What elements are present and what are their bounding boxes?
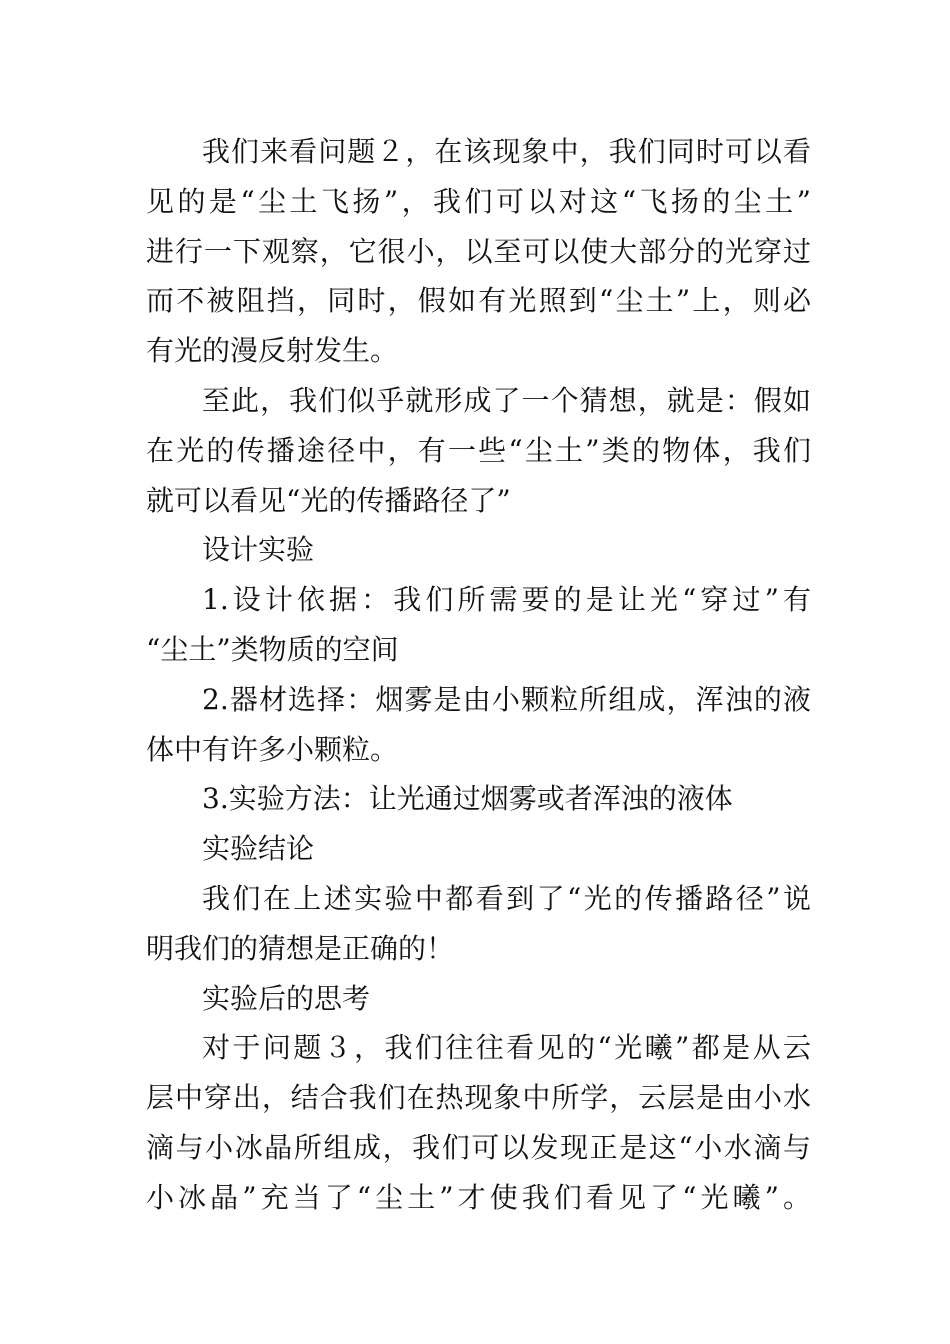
text-line: “尘土”类物质的空间 (146, 632, 399, 666)
text-line: 见的是“尘土飞扬”，我们可以对这“飞扬的尘土” (146, 184, 811, 218)
text-line: 明我们的猜想是正确的！ (146, 931, 455, 965)
text-line: 我们在上述实验中都看到了“光的传播路径”说 (202, 881, 811, 915)
text-line: 层中穿出，结合我们在热现象中所学，云层是由小水 (146, 1081, 811, 1115)
text-line: 在光的传播途径中，有一些“尘土”类的物体，我们 (146, 433, 811, 467)
text-line: 滴与小冰晶所组成，我们可以发现正是这“小水滴与 (146, 1130, 811, 1164)
list-item: 1.设计依据：我们所需要的是让光“穿过”有 (202, 583, 811, 617)
section-heading: 设计实验 (202, 533, 315, 567)
section-heading: 实验后的思考 (202, 981, 371, 1015)
text-line: 对于问题３，我们往往看见的“光曦”都是从云 (202, 1031, 811, 1065)
text-line: 有光的漫反射发生。 (146, 334, 399, 368)
section-heading: 实验结论 (202, 832, 315, 866)
list-item: 2.器材选择：烟雾是由小颗粒所组成，浑浊的液 (202, 682, 811, 716)
text-line: 至此，我们似乎就形成了一个猜想，就是：假如 (202, 383, 811, 417)
body-text (146, 127, 811, 1223)
text-line: 体中有许多小颗粒。 (146, 732, 399, 766)
text-line: 就可以看见“光的传播路径了” (146, 483, 511, 517)
list-item: 3.实验方法：让光通过烟雾或者浑浊的液体 (202, 782, 733, 816)
text-line: 进行一下观察，它很小，以至可以使大部分的光穿过 (146, 234, 811, 268)
text-line: 小冰晶”充当了“尘土”才使我们看见了“光曦”。 (146, 1180, 811, 1214)
text-line: 我们来看问题２，在该现象中，我们同时可以看 (202, 135, 811, 168)
text-line: 而不被阻挡，同时，假如有光照到“尘土”上，则必 (146, 284, 811, 318)
